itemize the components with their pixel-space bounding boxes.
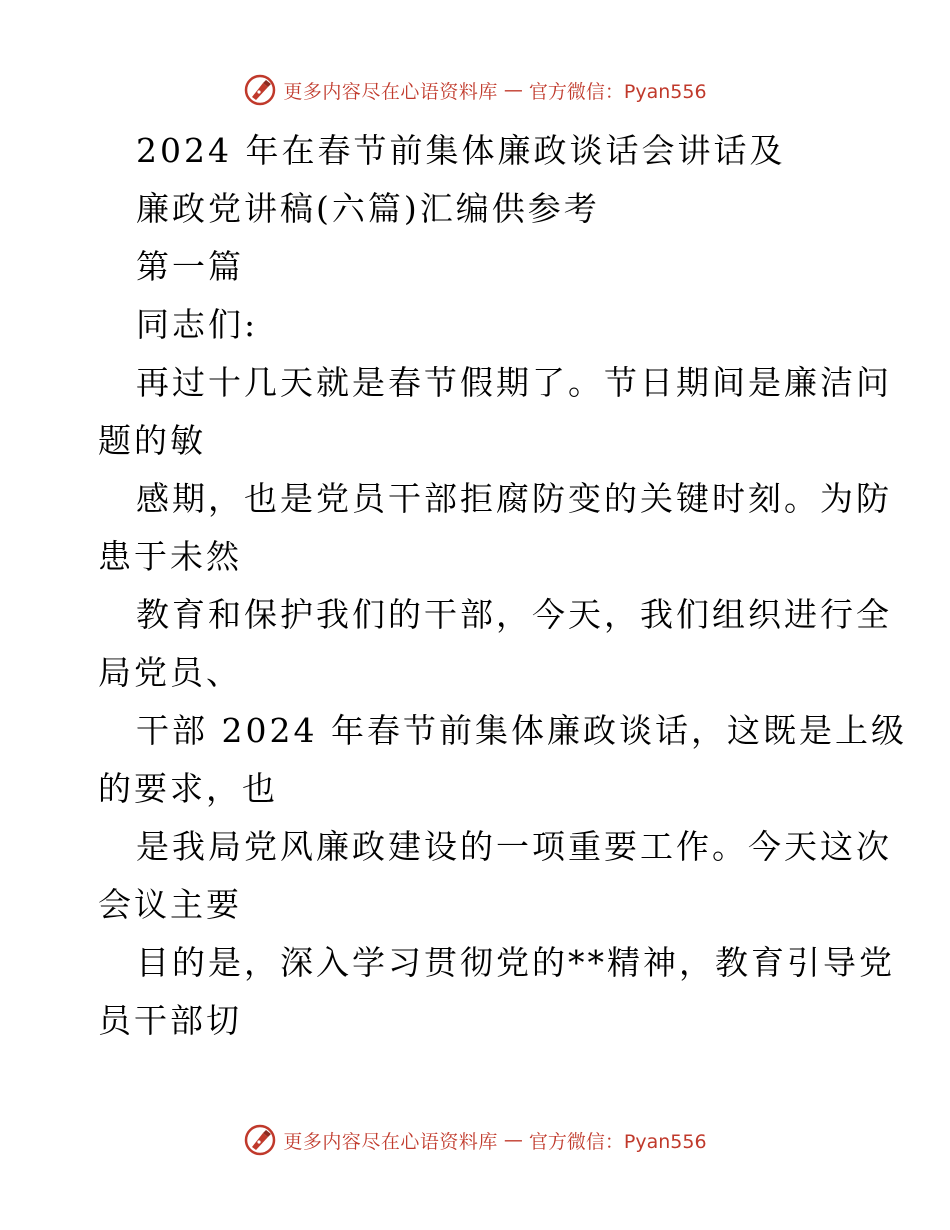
document-title-line-1: 2024 年在春节前集体廉政谈话会讲话及 — [136, 131, 786, 170]
watermark-wechat-text: 官方微信：Pyan556 — [528, 1130, 707, 1153]
watermark-separator: — — [503, 1129, 523, 1151]
body-paragraph — [98, 354, 907, 1050]
body-line: 会议主要 — [98, 885, 242, 924]
watermark-promo-text: 更多内容尽在心语资料库 — [283, 80, 498, 103]
body-line: 题的敏 — [98, 421, 206, 460]
body-line: 感期，也是党员干部拒腐防变的关键时刻。为防 — [136, 479, 892, 518]
body-line: 的要求，也 — [98, 769, 278, 808]
watermark-separator: — — [503, 79, 523, 101]
body-line: 目的是，深入学习贯彻党的**精神，教育引导党 — [136, 943, 895, 982]
document-body — [98, 122, 907, 1050]
salutation: 同志们: — [136, 305, 259, 344]
section-heading: 第一篇 — [136, 247, 244, 286]
pen-nib-logo-icon — [243, 73, 277, 107]
pen-nib-logo-icon — [243, 1123, 277, 1157]
watermark-banner-top — [0, 70, 950, 110]
watermark-promo-text: 更多内容尽在心语资料库 — [283, 1130, 498, 1153]
watermark-banner-bottom — [0, 1120, 950, 1160]
body-line: 再过十几天就是春节假期了。节日期间是廉洁问 — [136, 363, 892, 402]
body-line: 干部 2024 年春节前集体廉政谈话，这既是上级 — [136, 711, 907, 750]
watermark-wechat-text: 官方微信：Pyan556 — [528, 80, 707, 103]
body-line: 患于未然 — [98, 537, 242, 576]
body-line: 教育和保护我们的干部，今天，我们组织进行全 — [136, 595, 892, 634]
body-line: 是我局党风廉政建设的一项重要工作。今天这次 — [136, 827, 892, 866]
body-line: 员干部切 — [98, 1001, 242, 1040]
body-line: 局党员、 — [98, 653, 242, 692]
document-title-line-2: 廉政党讲稿(六篇)汇编供参考 — [136, 189, 600, 228]
